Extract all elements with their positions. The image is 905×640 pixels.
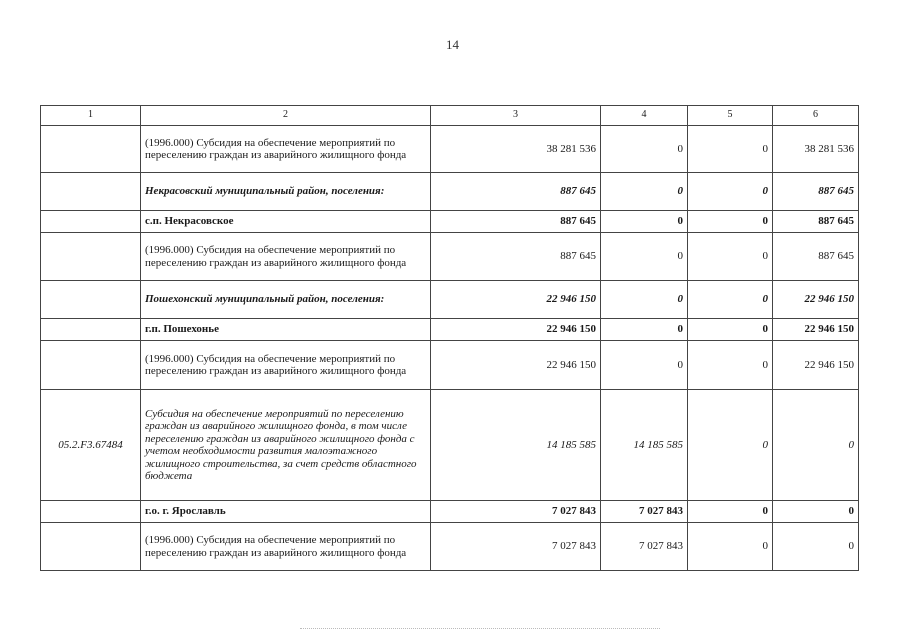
amount-cell: 38 281 536	[431, 126, 601, 173]
table-row	[41, 523, 859, 571]
code-cell	[41, 281, 141, 319]
name-cell: г.п. Пошехонье	[141, 319, 431, 341]
amount-cell: 887 645	[431, 233, 601, 281]
table-row	[41, 390, 859, 501]
amount-cell: 0	[773, 523, 859, 571]
code-cell	[41, 173, 141, 211]
amount-cell: 0	[601, 211, 688, 233]
code-cell	[41, 233, 141, 281]
code-cell: 05.2.F3.67484	[41, 390, 141, 501]
amount-cell: 0	[601, 341, 688, 390]
amount-cell: 0	[601, 173, 688, 211]
name-cell: (1996.000) Субсидия на обеспечение мероприятий по переселению граждан из аварийного жилищного фонда	[141, 233, 431, 281]
table-row	[41, 233, 859, 281]
table-row	[41, 319, 859, 341]
table-row	[41, 126, 859, 173]
amount-cell: 0	[688, 126, 773, 173]
amount-cell: 22 946 150	[431, 319, 601, 341]
amount-cell: 22 946 150	[773, 281, 859, 319]
name-cell: Некрасовский муниципальный район, поселения:	[141, 173, 431, 211]
name-cell: с.п. Некрасовское	[141, 211, 431, 233]
amount-cell: 0	[601, 281, 688, 319]
amount-cell: 38 281 536	[773, 126, 859, 173]
name-cell: Пошехонский муниципальный район, поселения:	[141, 281, 431, 319]
page-number: 14	[446, 37, 459, 52]
amount-cell: 0	[688, 523, 773, 571]
amount-cell: 14 185 585	[601, 390, 688, 501]
code-cell	[41, 523, 141, 571]
amount-cell: 22 946 150	[773, 319, 859, 341]
code-cell	[41, 501, 141, 523]
amount-cell: 7 027 843	[601, 523, 688, 571]
amount-cell: 0	[688, 319, 773, 341]
name-cell: (1996.000) Субсидия на обеспечение мероприятий по переселению граждан из аварийного жилищного фонда	[141, 126, 431, 173]
column-header: 6	[773, 106, 859, 126]
amount-cell: 0	[688, 173, 773, 211]
amount-cell: 0	[688, 281, 773, 319]
amount-cell: 0	[601, 319, 688, 341]
amount-cell: 0	[688, 501, 773, 523]
table-row	[41, 173, 859, 211]
code-cell	[41, 126, 141, 173]
amount-cell: 0	[688, 233, 773, 281]
amount-cell: 887 645	[773, 233, 859, 281]
column-header: 1	[41, 106, 141, 126]
name-cell: г.о. г. Ярославль	[141, 501, 431, 523]
amount-cell: 22 946 150	[431, 281, 601, 319]
amount-cell: 0	[601, 233, 688, 281]
amount-cell: 0	[601, 126, 688, 173]
amount-cell: 887 645	[773, 211, 859, 233]
amount-cell: 887 645	[773, 173, 859, 211]
code-cell	[41, 341, 141, 390]
column-header: 2	[141, 106, 431, 126]
table-row	[41, 501, 859, 523]
amount-cell: 0	[773, 501, 859, 523]
amount-cell: 22 946 150	[431, 341, 601, 390]
amount-cell: 0	[688, 390, 773, 501]
column-header: 3	[431, 106, 601, 126]
amount-cell: 14 185 585	[431, 390, 601, 501]
scan-artifact-line	[300, 628, 660, 630]
amount-cell: 887 645	[431, 173, 601, 211]
name-cell: Субсидия на обеспечение мероприятий по переселению граждан из аварийного жилищного фонда, в том числе переселению граждан из аварийного жилищного фонда с учетом необходимости развития малоэтажного жилищного строительства, за счет средств областного бюджета	[141, 390, 431, 501]
table-row	[41, 281, 859, 319]
amount-cell: 7 027 843	[601, 501, 688, 523]
budget-table	[40, 105, 859, 571]
amount-cell: 7 027 843	[431, 523, 601, 571]
table-row	[41, 341, 859, 390]
code-cell	[41, 211, 141, 233]
name-cell: (1996.000) Субсидия на обеспечение мероприятий по переселению граждан из аварийного жилищного фонда	[141, 523, 431, 571]
amount-cell: 0	[688, 211, 773, 233]
name-cell: (1996.000) Субсидия на обеспечение мероприятий по переселению граждан из аварийного жилищного фонда	[141, 341, 431, 390]
amount-cell: 22 946 150	[773, 341, 859, 390]
amount-cell: 887 645	[431, 211, 601, 233]
column-header: 5	[688, 106, 773, 126]
column-number-row	[41, 106, 859, 126]
code-cell	[41, 319, 141, 341]
table-row	[41, 211, 859, 233]
amount-cell: 0	[688, 341, 773, 390]
column-header: 4	[601, 106, 688, 126]
amount-cell: 0	[773, 390, 859, 501]
amount-cell: 7 027 843	[431, 501, 601, 523]
